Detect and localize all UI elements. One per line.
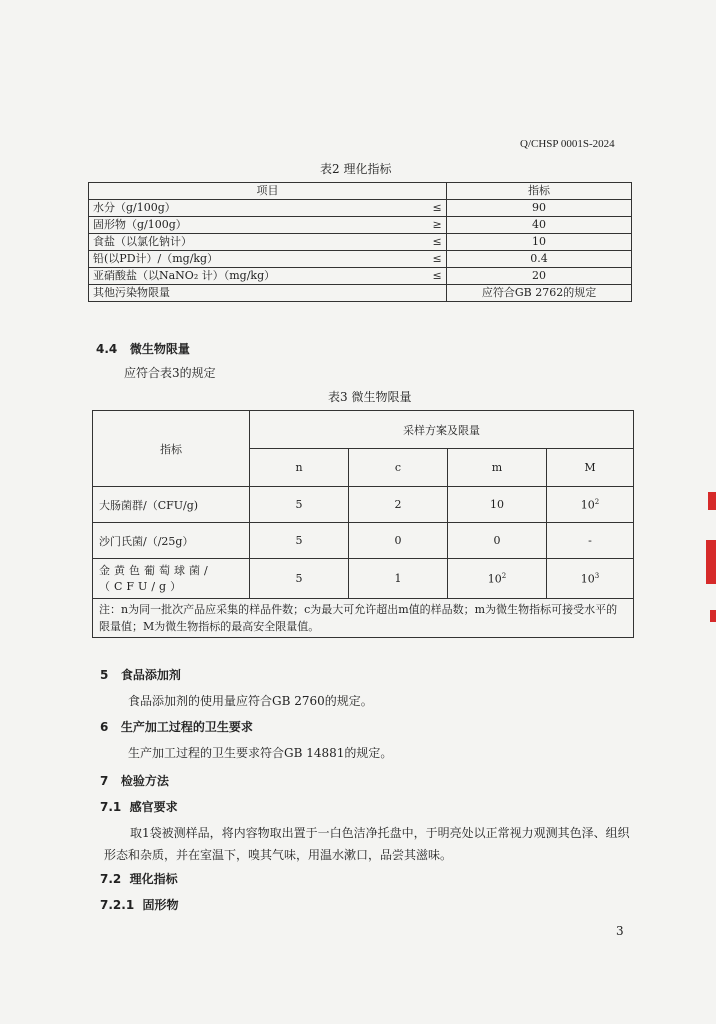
table3-note-row bbox=[93, 599, 634, 638]
section-4-4-text: 应符合表3的规定 bbox=[124, 366, 216, 380]
table3-M bbox=[547, 487, 634, 523]
table3-header-group: 采样方案及限量 bbox=[250, 411, 634, 449]
table3-m: 10 bbox=[448, 487, 547, 523]
section-7-heading bbox=[100, 772, 169, 789]
table3-subheader-n: n bbox=[250, 449, 349, 487]
table-row bbox=[89, 217, 632, 234]
section-5-heading bbox=[100, 666, 181, 683]
table-row bbox=[89, 251, 632, 268]
table3-subheader-c: c bbox=[349, 449, 448, 487]
table2-item: 食盐（以氯化钠计） bbox=[89, 234, 429, 251]
table3-n: 5 bbox=[250, 523, 349, 559]
table3-M-exp: 2 bbox=[594, 497, 600, 506]
section-title: 检验方法 bbox=[120, 774, 169, 788]
table2-operator: ≤ bbox=[428, 251, 447, 268]
table2-caption: 表2 理化指标 bbox=[320, 162, 392, 176]
table2-item: 水分（g/100g） bbox=[89, 200, 429, 217]
table2-physicochemical bbox=[88, 182, 632, 302]
section-6-text: 生产加工过程的卫生要求符合GB 14881的规定。 bbox=[128, 746, 393, 760]
table2-operator: ≤ bbox=[428, 268, 447, 285]
margin-stamp-fragment bbox=[710, 610, 716, 622]
table2-value: 10 bbox=[447, 234, 632, 251]
table3-M bbox=[547, 559, 634, 599]
table3-c: 2 bbox=[349, 487, 448, 523]
table3-m bbox=[448, 559, 547, 599]
section-title: 理化指标 bbox=[129, 872, 178, 886]
table3-n: 5 bbox=[250, 487, 349, 523]
section-number: 7.1 bbox=[100, 800, 122, 814]
table2-operator: ≤ bbox=[428, 200, 447, 217]
table-row bbox=[89, 285, 632, 302]
table2-operator bbox=[428, 285, 447, 302]
table3-M-base: 10 bbox=[580, 572, 595, 586]
table3-name: 金黄色葡萄球菌/（CFU/g） bbox=[93, 559, 250, 599]
table3-M-exp: 3 bbox=[594, 571, 600, 580]
margin-stamp-fragment bbox=[708, 492, 716, 510]
section-number: 5 bbox=[100, 668, 109, 682]
table3-microbial bbox=[92, 410, 634, 638]
table2-value: 应符合GB 2762的规定 bbox=[447, 285, 632, 302]
section-5-text: 食品添加剂的使用量应符合GB 2760的规定。 bbox=[128, 694, 373, 708]
section-7-2-1-heading bbox=[100, 896, 179, 913]
table3-M: - bbox=[547, 523, 634, 559]
table3-header-index: 指标 bbox=[93, 411, 250, 487]
table3-note: 注：n为同一批次产品应采集的样品件数；c为最大可允许超出m值的样品数；m为微生物指标可接受水平的限量值；M为微生物指标的最高安全限量值。 bbox=[93, 599, 634, 638]
table3-c: 0 bbox=[349, 523, 448, 559]
table2-value: 0.4 bbox=[447, 251, 632, 268]
page-number: 3 bbox=[616, 924, 624, 938]
table2-operator: ≥ bbox=[428, 217, 447, 234]
section-title: 固形物 bbox=[142, 898, 179, 912]
table2-header-item: 项目 bbox=[89, 183, 447, 200]
table3-name: 沙门氏菌/（/25g） bbox=[93, 523, 250, 559]
table2-value: 90 bbox=[447, 200, 632, 217]
section-7-1-text: 取1袋被测样品，将内容物取出置于一白色洁净托盘中，于明亮处以正常视力观测其色泽、组织形态和杂质，并在室温下，嗅其气味，用温水漱口，品尝其滋味。 bbox=[104, 826, 630, 862]
table3-M-base: 10 bbox=[580, 498, 595, 512]
section-number: 7.2 bbox=[100, 872, 122, 886]
section-number: 4.4 bbox=[96, 342, 118, 356]
section-7-1-heading bbox=[100, 798, 178, 815]
section-6-heading bbox=[100, 718, 253, 735]
table3-m: 0 bbox=[448, 523, 547, 559]
section-7-2-heading bbox=[100, 870, 178, 887]
table-row bbox=[93, 559, 634, 599]
table2-operator: ≤ bbox=[428, 234, 447, 251]
table2-item: 亚硝酸盐（以NaNO₂ 计）（mg/kg） bbox=[89, 268, 429, 285]
table-row bbox=[93, 487, 634, 523]
table2-item: 其他污染物限量 bbox=[89, 285, 429, 302]
document-code: Q/CHSP 0001S-2024 bbox=[520, 138, 615, 150]
table2-item: 铅(以PD计）/（mg/kg） bbox=[89, 251, 429, 268]
table3-name: 大肠菌群/（CFU/g) bbox=[93, 487, 250, 523]
table3-m-base: 10 bbox=[487, 572, 502, 586]
table3-n: 5 bbox=[250, 559, 349, 599]
table3-m-exp: 2 bbox=[501, 571, 507, 580]
section-number: 7 bbox=[100, 774, 109, 788]
section-4-4-heading bbox=[96, 340, 190, 357]
section-number: 6 bbox=[100, 720, 109, 734]
table-header-row bbox=[89, 183, 632, 200]
section-title: 微生物限量 bbox=[129, 342, 190, 356]
table3-c: 1 bbox=[349, 559, 448, 599]
section-number: 7.2.1 bbox=[100, 898, 135, 912]
table3-caption: 表3 微生物限量 bbox=[328, 390, 412, 404]
table-row bbox=[89, 200, 632, 217]
table-header-row bbox=[93, 411, 634, 449]
table2-item: 固形物（g/100g） bbox=[89, 217, 429, 234]
margin-stamp-fragment bbox=[706, 540, 716, 584]
table2-value: 40 bbox=[447, 217, 632, 234]
table-row bbox=[89, 234, 632, 251]
table-row bbox=[89, 268, 632, 285]
table2-value: 20 bbox=[447, 268, 632, 285]
table-row bbox=[93, 523, 634, 559]
table3-subheader-m: m bbox=[448, 449, 547, 487]
section-title: 感官要求 bbox=[129, 800, 178, 814]
section-title: 生产加工过程的卫生要求 bbox=[120, 720, 253, 734]
table3-subheader-M: M bbox=[547, 449, 634, 487]
table2-header-value: 指标 bbox=[447, 183, 632, 200]
section-title: 食品添加剂 bbox=[120, 668, 181, 682]
